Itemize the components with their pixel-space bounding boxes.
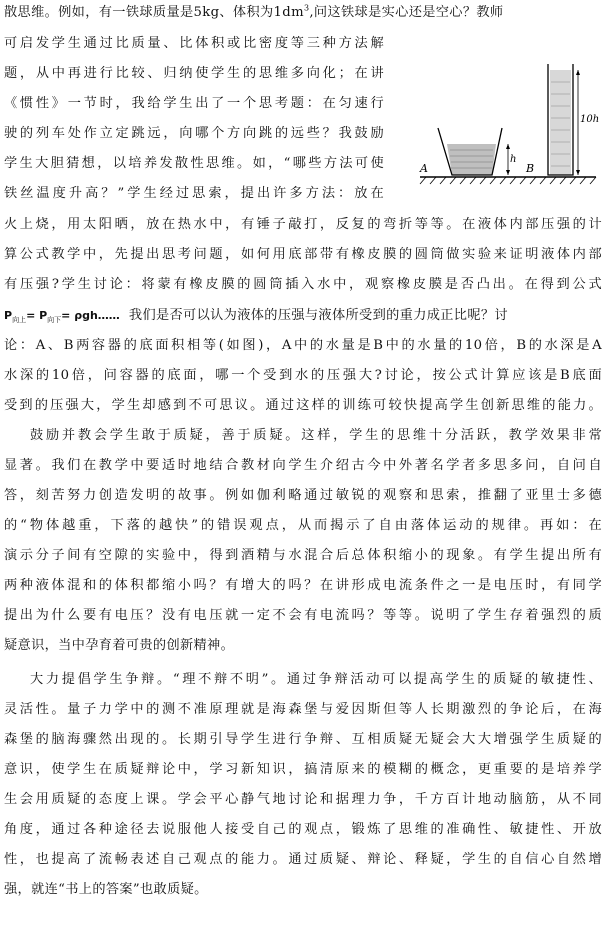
text-line-4: 《惯性》一节时，我给学生出了一个思考题：在匀速行 xyxy=(4,96,384,111)
text-line-3: 题，从中再进行比较、归纳使学生的思维多向化；在讲 xyxy=(4,66,384,81)
text-line-19: 演示分子间有空隙的实验中，得到酒精与水混合后总体积缩小的现象。有学生提出所有 xyxy=(4,548,602,563)
text-segment: 我们是否可以认为液体的压强与液体所受到的重力成正比呢？讨 xyxy=(128,308,508,323)
text-line-26: 意识，使学生在质疑辩论中，学习新知识，搞清原来的模糊的概念，更重要的是培养学 xyxy=(4,762,602,777)
text-line-29: 性，也提高了流畅表述自己观点的能力。通过质疑、辩论、释疑，学生的自信心自然增 xyxy=(4,852,602,867)
text-line-10: 有压强?学生讨论：将蒙有橡皮膜的圆筒插入水中，观察橡皮膜是否凸出。在得到公式 xyxy=(4,277,602,292)
text-line-25: 森堡的脑海骤然出现的。长期引导学生进行争辩、互相质疑无疑会大大增强学生质疑的 xyxy=(4,732,602,747)
label-10h: 10h xyxy=(580,114,600,125)
text-line-22: 疑意识，当中孕育着可贵的创新精神。 xyxy=(4,638,235,653)
text-line-9: 算公式教学中，先提出思考问题，如何用底部带有橡皮膜的圆筒做实验来证明液体内部 xyxy=(4,247,602,262)
text-line-20: 两种液体混和的体积都缩小吗？有增大的吗？在讲形成电流条件之一是电压时，有同学 xyxy=(4,578,602,593)
text-segment: 散思维。例如，有一铁球质量是5kg、体积为1dm xyxy=(4,5,304,20)
text-line-1 xyxy=(4,0,602,27)
paragraph-3-first-line: 大力提倡学生争辩。“理不辩不明”。通过争辩活动可以提高学生的质疑的敏捷性、 xyxy=(30,672,602,687)
label-h: h xyxy=(510,154,517,165)
text-line-24: 灵活性。量子力学中的测不准原理就是海森堡与爱因斯但等人长期激烈的争论后，在海 xyxy=(4,702,602,717)
text-line-18: 的“物体越重，下落的越快”的错误观点，从而揭示了自由落体运动的规律。再如：在 xyxy=(4,518,602,533)
text-line-21: 提出为什么要有电压？没有电压就一定不会有电流吗？等等。说明了学生存着强烈的质 xyxy=(4,608,602,623)
text-line-12: 论：A、B两容器的底面积相等(如图)，A中的水量是B中的水量的10倍，B的水深是A xyxy=(4,338,602,353)
text-line-30: 强，就连“书上的答案”也敢质疑。 xyxy=(4,882,208,897)
text-line-8: 火上烧，用太阳晒，放在热水中，有锤子敲打，反复的弯折等等。在液体内部压强的计 xyxy=(4,217,602,232)
text-line-7: 铁丝温度升高？”学生经过思索，提出许多方法：放在 xyxy=(4,186,384,201)
text-line-2: 可启发学生通过比质量、比体积或比密度等三种方法解 xyxy=(4,36,384,51)
label-a: A xyxy=(420,162,428,175)
text-line-13: 水深的10倍，问容器的底面，哪一个受到水的压强大?讨论，按公式计算应该是B底面 xyxy=(4,368,602,383)
text-line-11 xyxy=(4,302,602,330)
paragraph-2-first-line: 鼓励并教会学生敢于质疑，善于质疑。这样，学生的思维十分活跃，教学效果非常 xyxy=(30,428,602,443)
label-b: B xyxy=(526,162,535,175)
text-line-28: 角度，通过各种途径去说服他人接受自己的观点，锻炼了思维的准确性、敏捷性、开放 xyxy=(4,822,602,837)
container-b-water xyxy=(550,70,571,175)
text-line-14: 受到的压强大，学生却感到不可思议。通过这样的训练可较快提高学生创新思维的能力。 xyxy=(4,398,602,413)
text-segment: ,问这铁球是实心还是空心？教师 xyxy=(309,5,504,20)
pressure-containers-figure xyxy=(410,58,600,188)
pressure-formula: $P_{向上}= P_{向下}=$ ρgh…… xyxy=(4,309,120,325)
text-line-6: 学生大胆猜想，以培养发散性思维。如，“哪些方法可使 xyxy=(4,156,384,171)
superscript: 3 xyxy=(303,3,310,13)
container-a-water xyxy=(447,144,496,175)
text-line-27: 生会用质疑的态度上课。学会平心静气地讨论和据理力争，千方百计地动脑筋，从不同 xyxy=(4,792,602,807)
text-line-5: 驶的列车处作立定跳远，向哪个方向跳的远些？我鼓励 xyxy=(4,126,384,141)
text-line-16: 显著。我们在教学中要适时地结合教材向学生介绍古今中外著名学者多思多问，自问自 xyxy=(4,458,602,473)
text-line-17: 答，刻苦努力创造发明的故事。例如伽利略通过敏锐的观察和思索，推翻了亚里士多德 xyxy=(4,488,602,503)
